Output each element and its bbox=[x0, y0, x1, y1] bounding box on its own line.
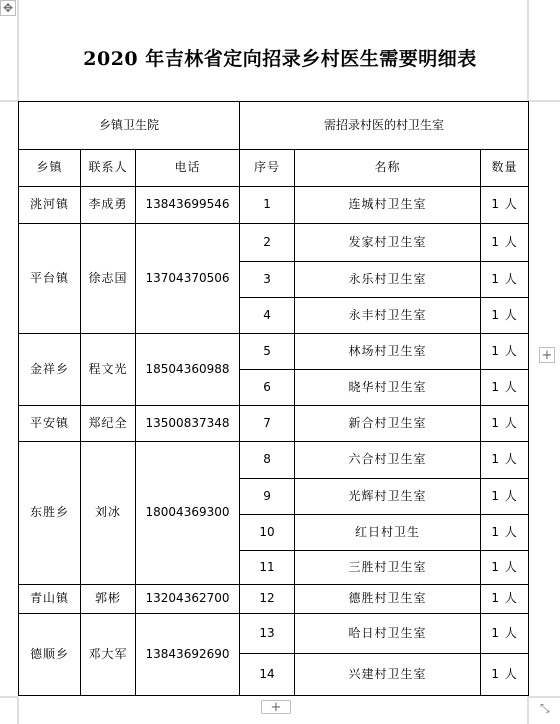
clinic-name-cell: 红日村卫生 bbox=[295, 515, 481, 551]
count-cell: 1 人 bbox=[481, 334, 529, 370]
table-row bbox=[19, 614, 529, 654]
column-header-count: 数量 bbox=[481, 150, 529, 187]
count-cell: 1 人 bbox=[481, 262, 529, 298]
town-name-cell: 平台镇 bbox=[19, 224, 81, 334]
phone-number-cell: 13843699546 bbox=[136, 187, 240, 224]
phone-number-cell: 13843692690 bbox=[136, 614, 240, 696]
serial-number-cell: 1 bbox=[240, 187, 295, 224]
contact-name-cell: 李成勇 bbox=[81, 187, 136, 224]
contact-name-cell: 邓大军 bbox=[81, 614, 136, 696]
clinic-name-cell: 德胜村卫生室 bbox=[295, 585, 481, 614]
serial-number-cell: 9 bbox=[240, 479, 295, 515]
count-cell: 1 人 bbox=[481, 614, 529, 654]
clinic-name-cell: 发家村卫生室 bbox=[295, 224, 481, 262]
town-name-cell: 德顺乡 bbox=[19, 614, 81, 696]
table-row bbox=[19, 442, 529, 479]
serial-number-cell: 14 bbox=[240, 654, 295, 696]
serial-number-cell: 12 bbox=[240, 585, 295, 614]
clinic-name-cell: 永丰村卫生室 bbox=[295, 298, 481, 334]
table-row bbox=[19, 585, 529, 614]
plus-icon: + bbox=[270, 699, 282, 715]
column-header-row bbox=[19, 150, 529, 187]
table-move-handle[interactable] bbox=[0, 0, 16, 16]
contact-name-cell: 郑纪全 bbox=[81, 406, 136, 442]
town-name-cell: 平安镇 bbox=[19, 406, 81, 442]
town-name-cell: 东胜乡 bbox=[19, 442, 81, 585]
count-cell: 1 人 bbox=[481, 551, 529, 585]
town-name-cell: 金祥乡 bbox=[19, 334, 81, 406]
group-header-village-clinic: 需招录村医的村卫生室 bbox=[240, 102, 529, 150]
count-cell: 1 人 bbox=[481, 585, 529, 614]
serial-number-cell: 2 bbox=[240, 224, 295, 262]
clinic-name-cell: 三胜村卫生室 bbox=[295, 551, 481, 585]
clinic-name-cell: 晓华村卫生室 bbox=[295, 370, 481, 406]
town-name-cell: 青山镇 bbox=[19, 585, 81, 614]
plus-icon: + bbox=[541, 347, 553, 363]
column-header-phone: 电话 bbox=[136, 150, 240, 187]
clinic-name-cell: 哈日村卫生室 bbox=[295, 614, 481, 654]
serial-number-cell: 7 bbox=[240, 406, 295, 442]
count-cell: 1 人 bbox=[481, 442, 529, 479]
column-header-contact: 联系人 bbox=[81, 150, 136, 187]
table-row bbox=[19, 334, 529, 370]
contact-name-cell: 徐志国 bbox=[81, 224, 136, 334]
column-header-clinic-name: 名称 bbox=[295, 150, 481, 187]
recruitment-table bbox=[18, 101, 529, 696]
clinic-name-cell: 兴建村卫生室 bbox=[295, 654, 481, 696]
serial-number-cell: 10 bbox=[240, 515, 295, 551]
document-title: 2020 年吉林省定向招录乡村医生需要明细表 bbox=[83, 48, 477, 70]
move-icon: ✥ bbox=[2, 1, 14, 15]
table-row bbox=[19, 406, 529, 442]
count-cell: 1 人 bbox=[481, 187, 529, 224]
table-resize-handle[interactable] bbox=[540, 702, 554, 716]
phone-number-cell: 13704370506 bbox=[136, 224, 240, 334]
phone-number-cell: 18504360988 bbox=[136, 334, 240, 406]
clinic-name-cell: 永乐村卫生室 bbox=[295, 262, 481, 298]
serial-number-cell: 5 bbox=[240, 334, 295, 370]
count-cell: 1 人 bbox=[481, 224, 529, 262]
serial-number-cell: 4 bbox=[240, 298, 295, 334]
resize-diagonal-icon: ⤡ bbox=[540, 701, 550, 715]
town-name-cell: 洮河镇 bbox=[19, 187, 81, 224]
count-cell: 1 人 bbox=[481, 370, 529, 406]
count-cell: 1 人 bbox=[481, 406, 529, 442]
clinic-name-cell: 林场村卫生室 bbox=[295, 334, 481, 370]
count-cell: 1 人 bbox=[481, 515, 529, 551]
table-body bbox=[19, 102, 529, 696]
serial-number-cell: 3 bbox=[240, 262, 295, 298]
contact-name-cell: 刘冰 bbox=[81, 442, 136, 585]
clinic-name-cell: 连城村卫生室 bbox=[295, 187, 481, 224]
serial-number-cell: 11 bbox=[240, 551, 295, 585]
add-row-button[interactable] bbox=[261, 700, 291, 714]
count-cell: 1 人 bbox=[481, 654, 529, 696]
contact-name-cell: 郭彬 bbox=[81, 585, 136, 614]
clinic-name-cell: 新合村卫生室 bbox=[295, 406, 481, 442]
phone-number-cell: 13500837348 bbox=[136, 406, 240, 442]
phone-number-cell: 18004369300 bbox=[136, 442, 240, 585]
column-header-serial: 序号 bbox=[240, 150, 295, 187]
contact-name-cell: 程文光 bbox=[81, 334, 136, 406]
group-header-row bbox=[19, 102, 529, 150]
count-cell: 1 人 bbox=[481, 479, 529, 515]
phone-number-cell: 13204362700 bbox=[136, 585, 240, 614]
add-column-button[interactable] bbox=[539, 347, 555, 363]
count-cell: 1 人 bbox=[481, 298, 529, 334]
group-header-health-center: 乡镇卫生院 bbox=[19, 102, 240, 150]
serial-number-cell: 8 bbox=[240, 442, 295, 479]
clinic-name-cell: 光辉村卫生室 bbox=[295, 479, 481, 515]
clinic-name-cell: 六合村卫生室 bbox=[295, 442, 481, 479]
column-header-town: 乡镇 bbox=[19, 150, 81, 187]
table-row bbox=[19, 187, 529, 224]
serial-number-cell: 6 bbox=[240, 370, 295, 406]
serial-number-cell: 13 bbox=[240, 614, 295, 654]
table-row bbox=[19, 224, 529, 262]
